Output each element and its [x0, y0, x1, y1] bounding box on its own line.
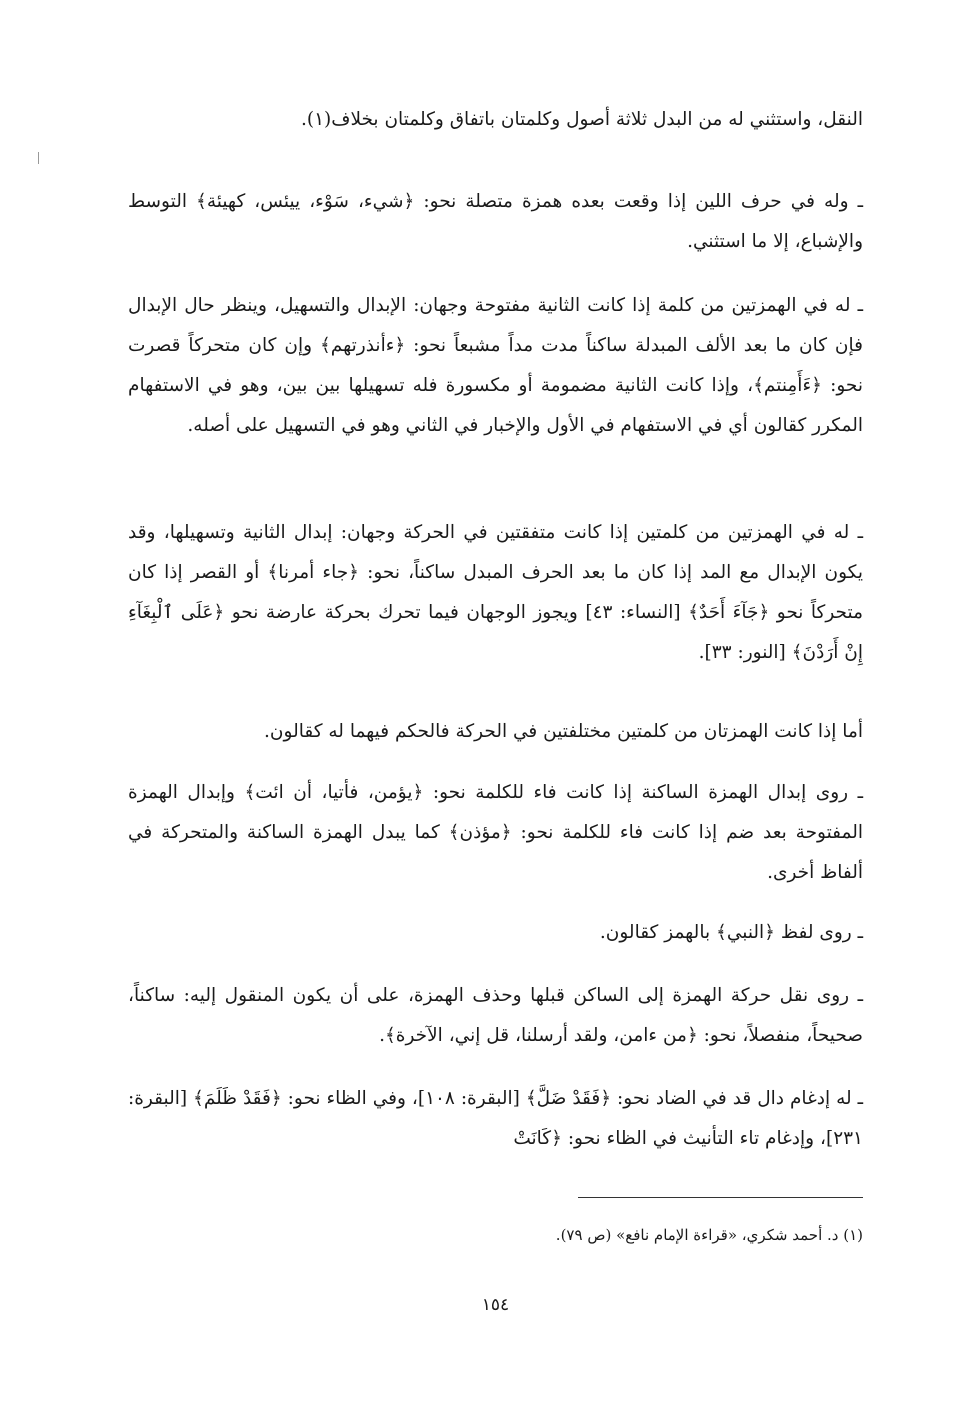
page-number: ١٥٤ [481, 1295, 510, 1315]
paragraph-5: أما إذا كانت الهمزتان من كلمتين مختلفتين في الحركة فالحكم فيهما له كقالون. [264, 721, 863, 742]
paragraph-7: ـ روى لفظ ﴿النبي﴾ بالهمز كقالون. [599, 922, 863, 943]
margin-mark [38, 152, 39, 164]
paragraph-2: ـ وله في حرف اللين إذا وقعت بعده همزة متصلة نحو: ﴿شيء، سَوْء، ييئس، كهيئة﴾ التوسط والإشباع، إلا ما استثني. [128, 191, 863, 252]
paragraph-1: النقل، واستثني له من البدل ثلاثة أصول وكلمتان باتفاق وكلمتان بخلاف(١). [301, 109, 863, 130]
footnote-divider [578, 1197, 863, 1198]
paragraph-6: ـ روى إبدال الهمزة الساكنة إذا كانت فاء للكلمة نحو: ﴿يؤمن، فأتيا، أن ائت﴾ وإبدال الهمزة المفتوحة بعد ضم إذا كانت فاء للكلمة نحو: ﴿مؤذن﴾ كما يبدل الهمزة الساكنة والمتحركة في ألفاظ أخرى. [128, 782, 863, 883]
paragraph-3: ـ له في الهمزتين من كلمة إذا كانت الثانية مفتوحة وجهان: الإبدال والتسهيل، وينظر حال الإبدال فإن كان ما بعد الألف المبدلة ساكناً مدت مداً مشبعاً نحو: ﴿ءأنذرتهم﴾ وإن كان متحركاً قصرت نحو: ﴿ءَأَمِنتم﴾، وإذا كانت الثانية مضمومة أو مكسورة فله تسهيلها بين بين، وهو في الاستفهام المكرر كقالون أي في الاستفهام في الأول والإخبار في الثاني وهو في التسهيل على أصله. [128, 295, 863, 436]
page-content [128, 100, 863, 1340]
paragraph-8: ـ روى نقل حركة الهمزة إلى الساكن قبلها وحذف الهمزة، على أن يكون المنقول إليه: ساكناً، صحيحاً، منفصلاً، نحو: ﴿من ءامن، ولقد أرسلنا، قل إني، الآخرة﴾. [128, 985, 864, 1046]
paragraph-9: ـ له إدغام دال قد في الضاد نحو: ﴿فَقَدْ ضَلَّ﴾ [البقرة: ١٠٨]، وفي الظاء نحو: ﴿فَقَدْ ظَلَمَ﴾ [البقرة: ٢٣١]، وإدغام تاء التأنيث في الظاء نحو: ﴿كَانَتْ [128, 1088, 863, 1149]
footnote: (١) د. أحمد شكري، «قراءة الإمام نافع» (ص ٧٩). [555, 1226, 863, 1244]
paragraph-4: ـ له في الهمزتين من كلمتين إذا كانت متفقتين في الحركة وجهان: إبدال الثانية وتسهيلها، وقد يكون الإبدال مع المد إذا كان ما بعد الحرف المبدل ساكناً، نحو: ﴿جاء أمرنا﴾ أو القصر إذا كان متحركاً نحو ﴿جَآءَ أَحَدٌ﴾ [النساء: ٤٣] ويجوز الوجهان فيما تحرك بحركة عارضة نحو ﴿عَلَى ٱلْبِغَآءِ إِنْ أَرَدْنَ﴾ [النور: ٣٣]. [128, 522, 863, 663]
